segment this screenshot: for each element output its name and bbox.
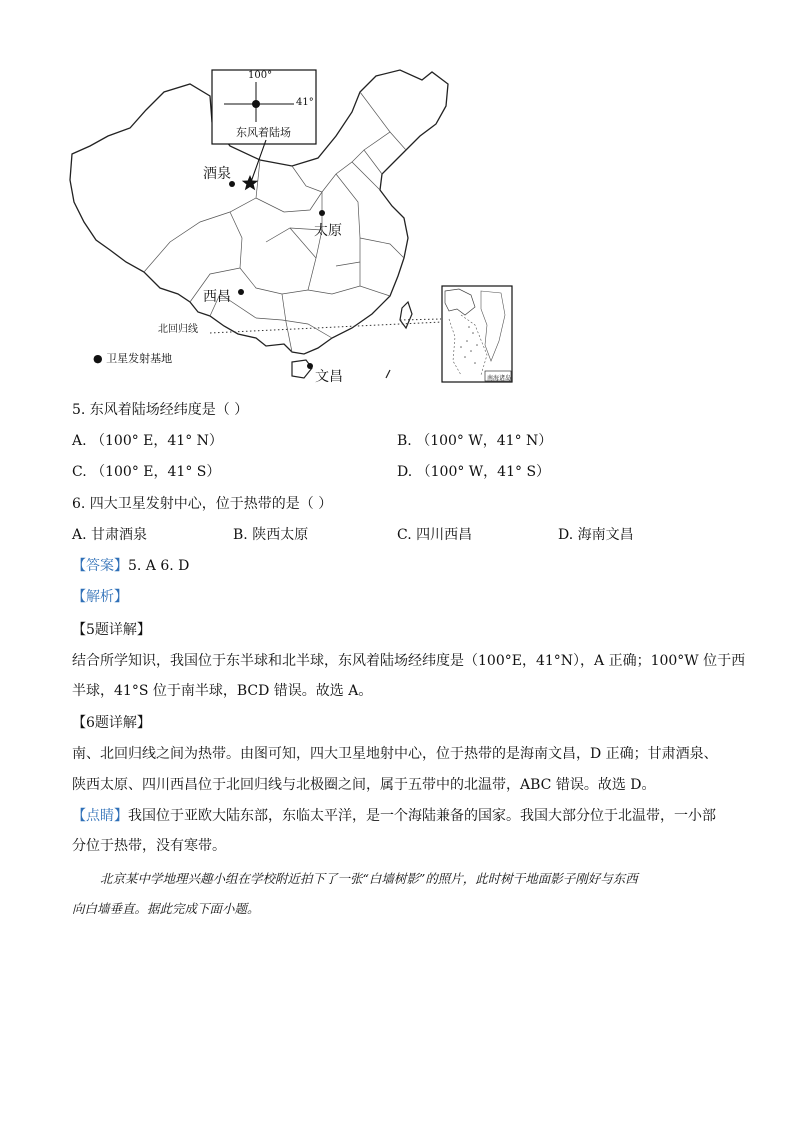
q5-stem: 5. 东风着陆场经纬度是（ ） <box>72 402 249 418</box>
wenchang-dot <box>307 363 313 369</box>
q6-option-c: C. 四川西昌 <box>397 527 473 543</box>
detail5-line2: 半球，41°S 位于南半球，BCD 错误。故选 A。 <box>72 683 373 699</box>
city-label-jiuquan: 酒泉 <box>203 166 231 182</box>
q6-option-d: D. 海南文昌 <box>558 527 634 543</box>
note-line1 <box>72 806 716 826</box>
analysis-tag: 【解析】 <box>72 589 128 605</box>
note-line2: 分位于热带，没有寒带。 <box>72 838 226 854</box>
south-sea-inset <box>441 285 513 383</box>
tropic-label: 北回归线 <box>158 324 198 335</box>
q6-stem: 6. 四大卫星发射中心，位于热带的是（ ） <box>72 496 333 512</box>
inset-caption: 东风着陆场 <box>236 126 291 139</box>
xichang-dot <box>238 289 244 295</box>
inset-lon-label: 100° <box>248 70 273 81</box>
answer-text: 5. A 6. D <box>128 558 190 574</box>
city-label-xichang: 西昌 <box>203 289 231 305</box>
answer-tag: 【答案】 <box>72 558 128 574</box>
answer-line <box>72 556 189 576</box>
legend-label: ● 卫星发射基地 <box>93 352 173 365</box>
note-text1: 我国位于亚欧大陆东部，东临太平洋，是一个海陆兼备的国家。我国大部分位于北温带，一小部 <box>128 808 716 824</box>
q6-option-b: B. 陕西太原 <box>233 527 309 543</box>
city-label-wenchang: 文昌 <box>315 369 343 385</box>
south-sea-inset-label: 南海诸岛 <box>487 375 512 382</box>
intro-line2: 向白墙垂直。据此完成下面小题。 <box>72 901 260 916</box>
q5-option-c: C. （100° E，41° S） <box>72 464 221 480</box>
detail6-line2: 陕西太原、四川西昌位于北回归线与北极圈之间，属于五带中的北温带，ABC 错误。故选 D。 <box>72 777 656 793</box>
hainan-island <box>292 360 312 378</box>
q6-option-a: A. 甘肃酒泉 <box>72 527 148 543</box>
city-label-taiyuan: 太原 <box>314 223 342 239</box>
detail5-line1: 结合所学知识，我国位于东半球和北半球，东风着陆场经纬度是（100°E，41°N），A 正确；100°W 位于西 <box>72 653 746 669</box>
q5-option-a: A. （100° E，41° N） <box>72 433 223 449</box>
q5-option-b: B. （100° W，41° N） <box>397 433 553 449</box>
note-tag: 【点睛】 <box>72 808 128 824</box>
intro-line1: 北京某中学地理兴趣小组在学校附近拍下了一张“白墙树影”的照片，此时树干地面影子刚好与东西 <box>100 871 638 886</box>
taiyuan-dot <box>319 210 325 216</box>
detail5-title: 【5题详解】 <box>72 622 151 638</box>
detail6-line1: 南、北回归线之间为热带。由图可知，四大卫星地射中心，位于热带的是海南文昌，D 正确；甘肃酒泉、 <box>72 746 718 762</box>
detail6-title: 【6题详解】 <box>72 715 151 731</box>
inset-lat-label: 41° <box>296 97 314 108</box>
q5-option-d: D. （100° W，41° S） <box>397 464 551 480</box>
